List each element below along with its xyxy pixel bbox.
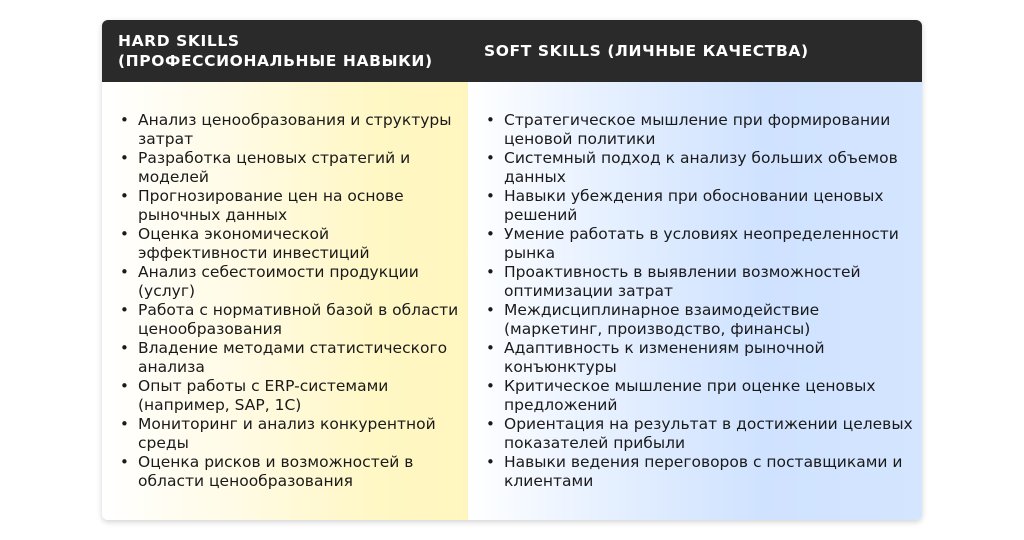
hard-skills-heading: HARD SKILLS (ПРОФЕССИОНАЛЬНЫЕ НАВЫКИ) [118, 32, 433, 70]
bullet-icon: • [120, 263, 129, 281]
hard-skill-text: Оценка рисков и возможностей в области ценообразования [138, 453, 414, 490]
soft-skill-text: Умение работать в условиях неопределенности рынка [504, 225, 899, 262]
hard-skill-text: Анализ ценообразования и структуры затрат [138, 111, 452, 148]
skills-table [102, 20, 922, 520]
list-item [484, 301, 914, 339]
soft-skill-text: Навыки ведения переговоров с поставщиками и клиентами [504, 453, 903, 490]
list-item [118, 225, 463, 263]
list-item [484, 377, 914, 415]
soft-skill-text: Проактивность в выявлении возможностей оптимизации затрат [504, 263, 861, 300]
list-item [118, 263, 463, 301]
soft-skills-column [468, 82, 922, 520]
hard-skill-text: Разработка ценовых стратегий и моделей [138, 149, 411, 186]
list-item [484, 149, 914, 187]
soft-skills-list [484, 111, 914, 491]
list-item [118, 339, 463, 377]
list-item [484, 263, 914, 301]
table-header [102, 20, 922, 82]
hard-skill-text: Анализ себестоимости продукции (услуг) [138, 263, 419, 300]
list-item [484, 187, 914, 225]
table-body [102, 82, 922, 520]
list-item [118, 415, 463, 453]
bullet-icon: • [120, 187, 129, 205]
bullet-icon: • [120, 377, 129, 395]
soft-skill-text: Междисциплинарное взаимодействие (маркетинг, производство, финансы) [504, 301, 820, 338]
list-item [484, 453, 914, 491]
list-item [118, 377, 463, 415]
bullet-icon: • [486, 377, 495, 395]
soft-skill-text: Системный подход к анализу больших объемов данных [504, 149, 898, 186]
soft-skill-text: Стратегическое мышление при формировании ценовой политики [504, 111, 891, 148]
bullet-icon: • [486, 453, 495, 471]
list-item [484, 111, 914, 149]
bullet-icon: • [486, 149, 495, 167]
list-item [484, 225, 914, 263]
hard-skill-text: Оценка экономической эффективности инвестиций [138, 225, 370, 262]
hard-skill-text: Опыт работы с ERP-системами (например, SAP, 1С) [138, 377, 389, 414]
soft-skill-text: Критическое мышление при оценке ценовых предложений [504, 377, 876, 414]
bullet-icon: • [120, 339, 129, 357]
bullet-icon: • [486, 225, 495, 243]
bullet-icon: • [486, 339, 495, 357]
hard-skill-text: Владение методами статистического анализа [138, 339, 448, 376]
bullet-icon: • [486, 415, 495, 433]
soft-skills-heading: SOFT SKILLS (ЛИЧНЫЕ КАЧЕСТВА) [484, 42, 809, 60]
soft-skill-text: Навыки убеждения при обосновании ценовых решений [504, 187, 884, 224]
hard-skills-list [118, 111, 463, 491]
hard-skill-text: Работа с нормативной базой в области ценообразования [138, 301, 459, 338]
list-item [118, 111, 463, 149]
list-item [118, 453, 463, 491]
bullet-icon: • [120, 111, 129, 129]
bullet-icon: • [120, 301, 129, 319]
list-item [118, 149, 463, 187]
hard-skill-text: Прогнозирование цен на основе рыночных данных [138, 187, 404, 224]
list-item [118, 301, 463, 339]
list-item [484, 415, 914, 453]
bullet-icon: • [120, 415, 129, 433]
bullet-icon: • [120, 225, 129, 243]
list-item [118, 187, 463, 225]
soft-skill-text: Ориентация на результат в достижении целевых показателей прибыли [504, 415, 913, 452]
soft-skill-text: Адаптивность к изменениям рыночной конъюнктуры [504, 339, 825, 376]
bullet-icon: • [486, 111, 495, 129]
bullet-icon: • [486, 187, 495, 205]
hard-skills-column [102, 82, 468, 520]
bullet-icon: • [486, 301, 495, 319]
bullet-icon: • [120, 149, 129, 167]
list-item [484, 339, 914, 377]
bullet-icon: • [120, 453, 129, 471]
bullet-icon: • [486, 263, 495, 281]
hard-skill-text: Мониторинг и анализ конкурентной среды [138, 415, 436, 452]
